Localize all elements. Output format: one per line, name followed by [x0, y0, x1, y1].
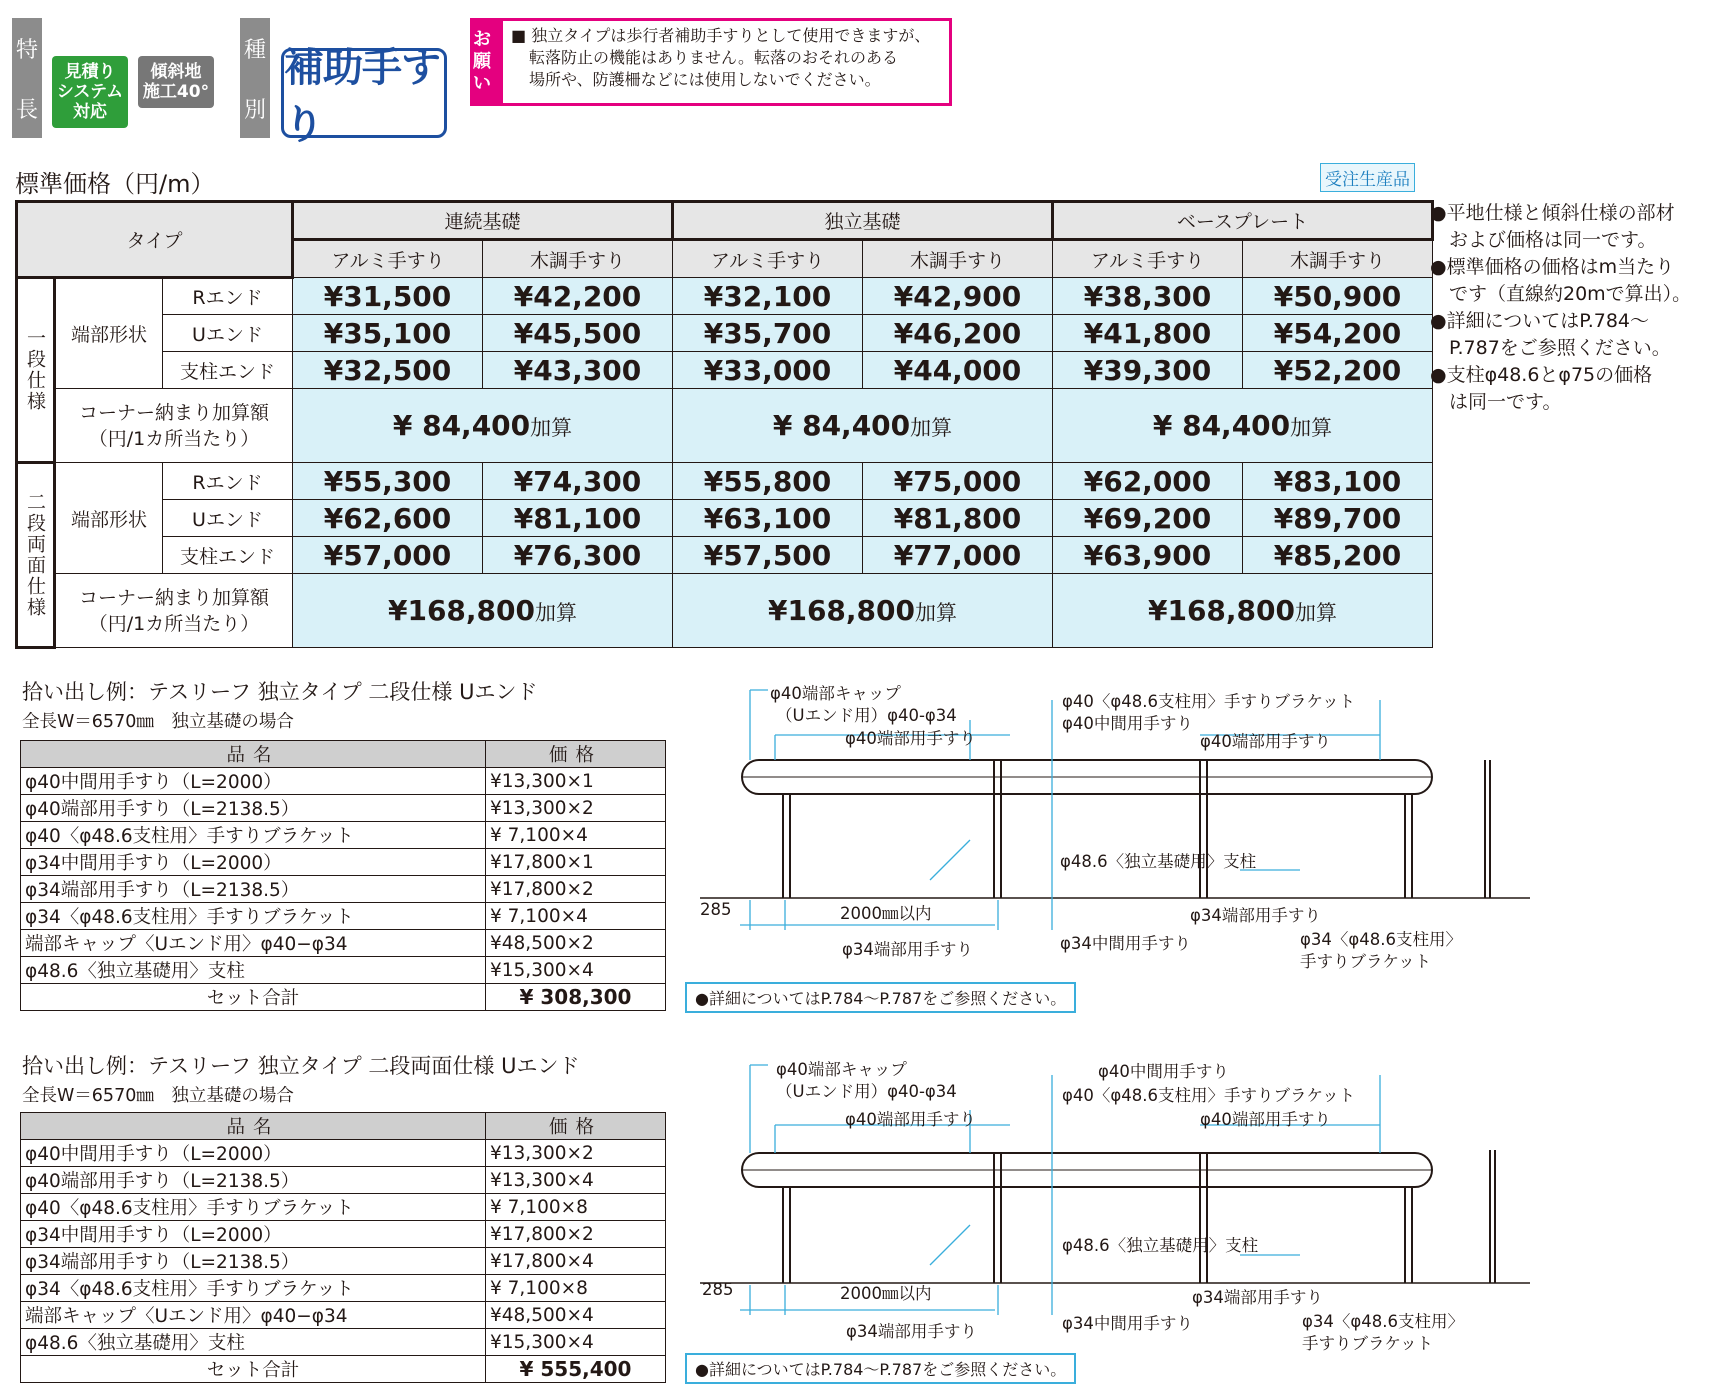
example2-subtitle: 全長W＝6570㎜ 独立基礎の場合 — [22, 1086, 294, 1106]
item-price: ¥15,300×4 — [486, 1329, 666, 1356]
price-cell: ¥75,000 — [863, 463, 1053, 500]
item-price: ¥17,800×2 — [486, 1221, 666, 1248]
group-independent: 独立基礎 — [673, 202, 1053, 240]
diag2-285: 285 — [702, 1280, 734, 1299]
item-price: ¥13,300×2 — [486, 795, 666, 822]
example2-title: 拾い出し例：テスリーフ 独立タイプ 二段両面仕様 Uエンド — [22, 1054, 580, 1078]
item-name: φ34端部用手すり（L=2138.5） — [21, 876, 486, 903]
head-name: 品名 — [21, 1113, 486, 1140]
total-label: セット合計 — [21, 1356, 486, 1383]
order-made-tag: 受注生産品 — [1320, 163, 1415, 192]
example1-table — [20, 740, 666, 1011]
item-name: φ34〈φ48.6支柱用〉手すりブラケット — [21, 903, 486, 930]
kind-label — [240, 18, 270, 138]
feature-label — [12, 18, 42, 138]
item-price: ¥13,300×2 — [486, 1140, 666, 1167]
diag2-mid40: φ40中間用手すり — [1098, 1062, 1229, 1081]
price-table — [15, 200, 1434, 649]
price-cell: ¥57,000 — [293, 537, 483, 574]
diag1-end40b: φ40端部用手すり — [1200, 732, 1331, 751]
item-price: ¥ 7,100×4 — [486, 903, 666, 930]
add-suffix: 加算 — [910, 416, 953, 440]
note-line: P.787をご参照ください。 — [1430, 337, 1671, 359]
add-suffix: 加算 — [915, 601, 957, 625]
item-name: φ40中間用手すり（L=2000） — [21, 768, 486, 795]
example1-see: ●詳細についてはP.784～P.787をご参照ください。 — [685, 982, 1076, 1013]
diag1-end40: φ40端部用手すり — [845, 729, 976, 748]
diag2-end34b: φ34端部用手すり — [1192, 1288, 1323, 1307]
corner-label-1: コーナー納まり加算額 — [78, 401, 269, 424]
note-line: ●平地仕様と傾斜仕様の部材 — [1430, 202, 1675, 224]
slope-badge: 傾斜地 施工40° — [138, 56, 214, 108]
note-line: は同一です。 — [1430, 391, 1562, 413]
kind-char-1: 種 — [243, 37, 266, 63]
note-line: です（直線約20mで算出）。 — [1430, 283, 1692, 305]
corner-value: ¥ 84,400 — [392, 409, 531, 442]
diag2-end40b: φ40端部用手すり — [1200, 1110, 1331, 1129]
corner-label-2: （円/1カ所当たり） — [88, 427, 260, 450]
corner-label-2: （円/1カ所当たり） — [88, 612, 260, 635]
diag1-bracket34b: 手すりブラケット — [1300, 952, 1432, 971]
notice-text — [503, 21, 938, 103]
subcol-wood: 木調手すり — [1243, 240, 1433, 278]
item-price: ¥17,800×1 — [486, 849, 666, 876]
end-type: Rエンド — [163, 278, 293, 315]
price-cell: ¥32,500 — [293, 352, 483, 389]
item-name: φ34端部用手すり（L=2138.5） — [21, 1248, 486, 1275]
add-suffix: 加算 — [1290, 416, 1333, 440]
price-cell: ¥57,500 — [673, 537, 863, 574]
shape-label: 端部形状 — [55, 278, 163, 389]
price-title: 標準価格（円/m） — [15, 170, 215, 198]
item-price: ¥48,500×4 — [486, 1302, 666, 1329]
price-cell: ¥43,300 — [483, 352, 673, 389]
diag1-bracket40: φ40〈φ48.6支柱用〉手すりブラケット — [1062, 692, 1356, 711]
group-baseplate: ベースプレート — [1053, 202, 1433, 240]
diag1-cap2: （Uエンド用）φ40-φ34 — [776, 706, 957, 725]
corner-value: ¥ 84,400 — [1152, 409, 1291, 442]
item-name: φ34中間用手すり（L=2000） — [21, 849, 486, 876]
diag2-end40: φ40端部用手すり — [845, 1110, 976, 1129]
price-cell: ¥35,100 — [293, 315, 483, 352]
notice-line: 場所や、防護柵などには使用しないでください。 — [529, 70, 881, 89]
note-line: ●支柱φ48.6とφ75の価格 — [1430, 364, 1653, 386]
item-name: φ34中間用手すり（L=2000） — [21, 1221, 486, 1248]
diag1-post: φ48.6〈独立基礎用〉支柱 — [1060, 852, 1257, 871]
price-cell: ¥81,800 — [863, 500, 1053, 537]
item-name: φ48.6〈独立基礎用〉支柱 — [21, 1329, 486, 1356]
item-name: φ34〈φ48.6支柱用〉手すりブラケット — [21, 1275, 486, 1302]
example1-subtitle: 全長W＝6570㎜ 独立基礎の場合 — [22, 712, 294, 732]
head-price: 価格 — [486, 741, 666, 768]
feature-char-2: 長 — [15, 97, 38, 123]
notice-line: 転落防止の機能はありません。転落のおそれのある — [529, 48, 898, 67]
end-type: 支柱エンド — [163, 537, 293, 574]
corner-label-1: コーナー納まり加算額 — [78, 586, 269, 609]
price-cell: ¥54,200 — [1243, 315, 1433, 352]
col-type: タイプ — [17, 202, 293, 278]
price-cell: ¥55,800 — [673, 463, 863, 500]
price-cell: ¥42,900 — [863, 278, 1053, 315]
diag1-mid34: φ34中間用手すり — [1060, 934, 1191, 953]
total-label: セット合計 — [21, 984, 486, 1011]
end-type: 支柱エンド — [163, 352, 293, 389]
price-cell: ¥38,300 — [1053, 278, 1243, 315]
price-cell: ¥41,800 — [1053, 315, 1243, 352]
example2-see: ●詳細についてはP.784～P.787をご参照ください。 — [685, 1353, 1076, 1384]
corner-price — [1053, 574, 1433, 648]
price-cell: ¥83,100 — [1243, 463, 1433, 500]
subcol-wood: 木調手すり — [863, 240, 1053, 278]
diag1-285: 285 — [700, 900, 732, 919]
item-name: φ40〈φ48.6支柱用〉手すりブラケット — [21, 1194, 486, 1221]
item-price: ¥15,300×4 — [486, 957, 666, 984]
price-cell: ¥62,600 — [293, 500, 483, 537]
item-price: ¥13,300×1 — [486, 768, 666, 795]
total-value: ¥ 555,400 — [486, 1356, 666, 1383]
diag1-cap: φ40端部キャップ — [770, 684, 901, 703]
price-cell: ¥55,300 — [293, 463, 483, 500]
item-price: ¥ 7,100×4 — [486, 822, 666, 849]
notice-box — [470, 18, 952, 106]
item-price: ¥ 7,100×8 — [486, 1194, 666, 1221]
example2-table — [20, 1112, 666, 1383]
item-name: φ40端部用手すり（L=2138.5） — [21, 1167, 486, 1194]
corner-price — [673, 389, 1053, 463]
price-cell: ¥35,700 — [673, 315, 863, 352]
price-cell: ¥76,300 — [483, 537, 673, 574]
item-name: φ40〈φ48.6支柱用〉手すりブラケット — [21, 822, 486, 849]
side-notes — [1430, 200, 1705, 416]
item-name: 端部キャップ〈Uエンド用〉φ40−φ34 — [21, 1302, 486, 1329]
price-cell: ¥52,200 — [1243, 352, 1433, 389]
price-cell: ¥44,000 — [863, 352, 1053, 389]
corner-value: ¥ 84,400 — [772, 409, 911, 442]
diag2-bracket34: φ34〈φ48.6支柱用〉 — [1302, 1312, 1465, 1331]
price-cell: ¥42,200 — [483, 278, 673, 315]
price-cell: ¥46,200 — [863, 315, 1053, 352]
diag2-2000: 2000㎜以内 — [840, 1284, 932, 1303]
diag1-bracket34: φ34〈φ48.6支柱用〉 — [1300, 930, 1463, 949]
head-name: 品名 — [21, 741, 486, 768]
price-cell: ¥89,700 — [1243, 500, 1433, 537]
notice-tag: お願い — [473, 21, 503, 103]
end-type: Uエンド — [163, 315, 293, 352]
kind-value: 補助手すり — [281, 48, 447, 138]
corner-value: ¥168,800 — [387, 594, 535, 627]
diag2-bracket34b: 手すりブラケット — [1302, 1334, 1434, 1353]
price-cell: ¥77,000 — [863, 537, 1053, 574]
add-suffix: 加算 — [1295, 601, 1337, 625]
total-value: ¥ 308,300 — [486, 984, 666, 1011]
head-price: 価格 — [486, 1113, 666, 1140]
estimate-badge: 見積り システム 対応 — [52, 56, 128, 128]
block-double-label: 二段両面仕様 — [17, 463, 55, 648]
price-cell: ¥85,200 — [1243, 537, 1433, 574]
group-continuous: 連続基礎 — [293, 202, 673, 240]
add-suffix: 加算 — [535, 601, 577, 625]
item-name: φ48.6〈独立基礎用〉支柱 — [21, 957, 486, 984]
corner-price — [293, 389, 673, 463]
diag1-end34b: φ34端部用手すり — [1190, 906, 1321, 925]
block-single-label: 一段仕様 — [17, 278, 55, 463]
diag2-mid34: φ34中間用手すり — [1062, 1314, 1193, 1333]
notice-line: ■ 独立タイプは歩行者補助手すりとして使用できますが、 — [511, 26, 931, 45]
corner-price — [673, 574, 1053, 648]
diag1-end34: φ34端部用手すり — [842, 940, 973, 959]
diag2-cap2: （Uエンド用）φ40-φ34 — [776, 1082, 957, 1101]
price-cell: ¥32,100 — [673, 278, 863, 315]
note-line: および価格は同一です。 — [1430, 229, 1657, 251]
item-name: φ40端部用手すり（L=2138.5） — [21, 795, 486, 822]
corner-value: ¥168,800 — [767, 594, 915, 627]
price-cell: ¥63,100 — [673, 500, 863, 537]
item-name: φ40中間用手すり（L=2000） — [21, 1140, 486, 1167]
item-price: ¥ 7,100×8 — [486, 1275, 666, 1302]
note-line: ●標準価格の価格はm当たり — [1430, 256, 1675, 278]
price-cell: ¥74,300 — [483, 463, 673, 500]
item-price: ¥17,800×2 — [486, 876, 666, 903]
subcol-wood: 木調手すり — [483, 240, 673, 278]
item-name: 端部キャップ〈Uエンド用〉φ40−φ34 — [21, 930, 486, 957]
example1-title: 拾い出し例：テスリーフ 独立タイプ 二段仕様 Uエンド — [22, 680, 538, 704]
subcol-alu: アルミ手すり — [673, 240, 863, 278]
diag2-cap: φ40端部キャップ — [776, 1060, 907, 1079]
kind-char-2: 別 — [243, 97, 266, 123]
diag2-bracket40: φ40〈φ48.6支柱用〉手すりブラケット — [1062, 1086, 1356, 1105]
price-cell: ¥33,000 — [673, 352, 863, 389]
corner-price — [293, 574, 673, 648]
price-cell: ¥81,100 — [483, 500, 673, 537]
diag2-post: φ48.6〈独立基礎用〉支柱 — [1062, 1236, 1259, 1255]
diag1-2000: 2000㎜以内 — [840, 904, 932, 923]
diag1-mid40: φ40中間用手すり — [1062, 714, 1193, 733]
price-cell: ¥45,500 — [483, 315, 673, 352]
corner-label — [55, 574, 293, 648]
diag2-end34: φ34端部用手すり — [846, 1322, 977, 1341]
end-type: Rエンド — [163, 463, 293, 500]
corner-price — [1053, 389, 1433, 463]
item-price: ¥17,800×4 — [486, 1248, 666, 1275]
price-cell: ¥50,900 — [1243, 278, 1433, 315]
shape-label: 端部形状 — [55, 463, 163, 574]
corner-value: ¥168,800 — [1147, 594, 1295, 627]
price-cell: ¥31,500 — [293, 278, 483, 315]
feature-char-1: 特 — [15, 37, 38, 63]
add-suffix: 加算 — [530, 416, 573, 440]
price-cell: ¥39,300 — [1053, 352, 1243, 389]
end-type: Uエンド — [163, 500, 293, 537]
corner-label — [55, 389, 293, 463]
subcol-alu: アルミ手すり — [293, 240, 483, 278]
price-cell: ¥69,200 — [1053, 500, 1243, 537]
price-cell: ¥63,900 — [1053, 537, 1243, 574]
item-price: ¥48,500×2 — [486, 930, 666, 957]
item-price: ¥13,300×4 — [486, 1167, 666, 1194]
note-line: ●詳細についてはP.784～ — [1430, 310, 1650, 332]
subcol-alu: アルミ手すり — [1053, 240, 1243, 278]
price-cell: ¥62,000 — [1053, 463, 1243, 500]
